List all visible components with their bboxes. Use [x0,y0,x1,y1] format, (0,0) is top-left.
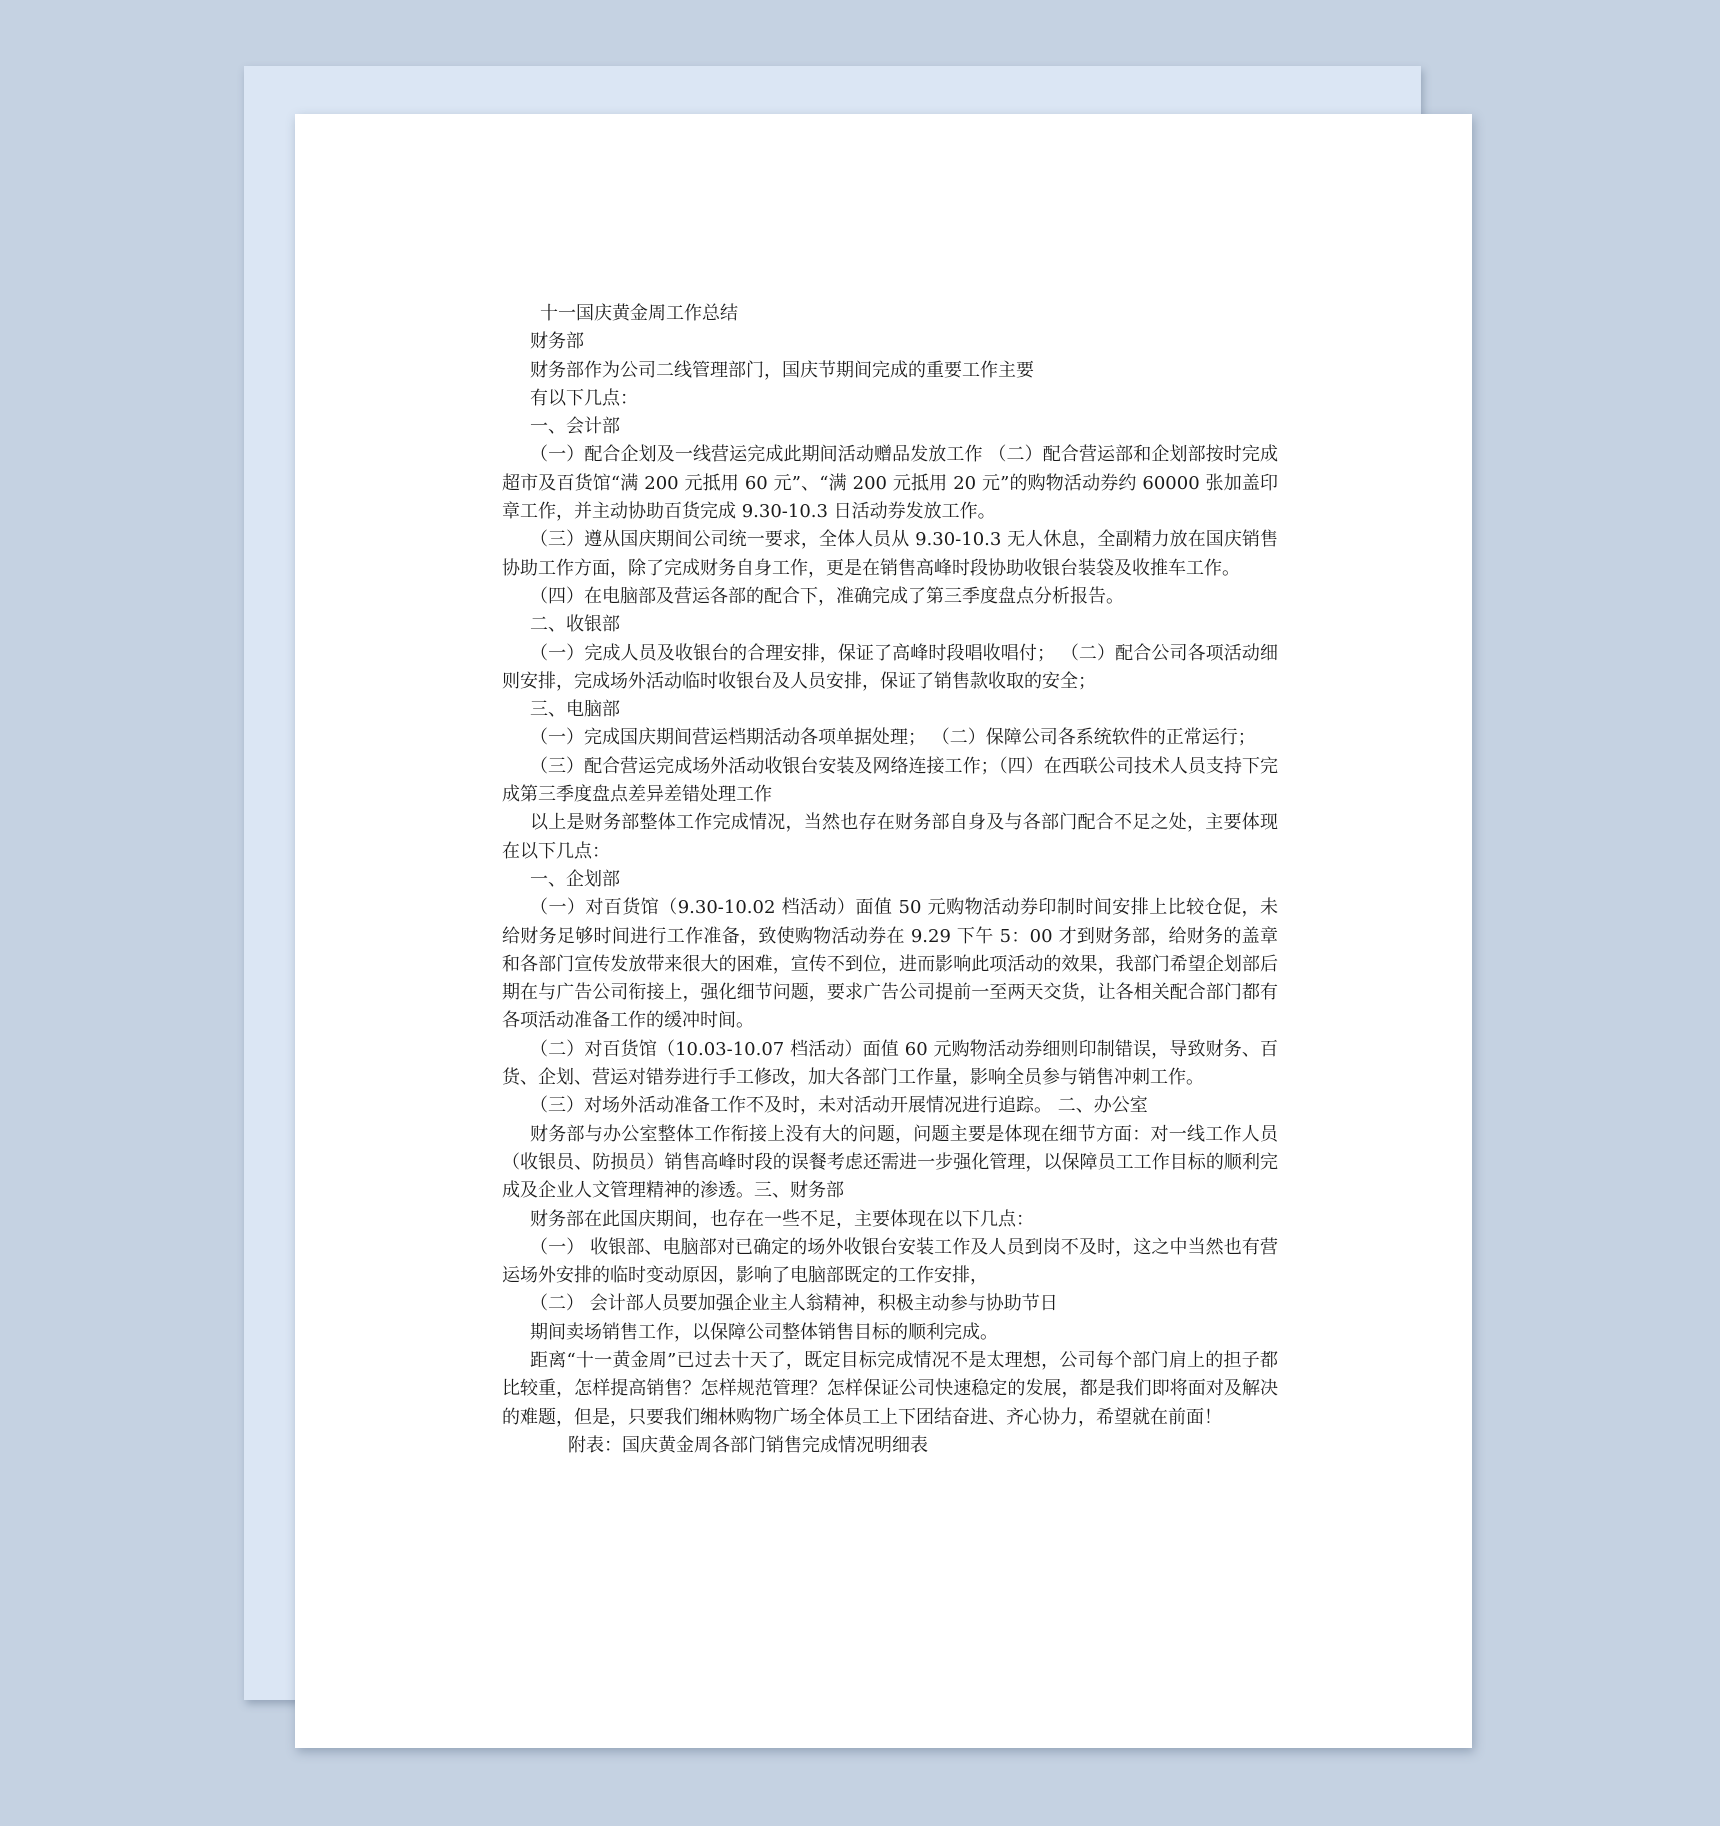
paragraph: 以上是财务部整体工作完成情况，当然也存在财务部自身及与各部门配合不足之处，主要体现在以下几点： [502,812,1278,862]
paragraph: （一） 收银部、电脑部对已确定的场外收银台安装工作及人员到岗不及时，这之中当然也有营运场外安排的临时变动原因，影响了电脑部既定的工作安排， [502,1236,1278,1287]
paragraph: 财务部作为公司二线管理部门，国庆节期间完成的重要工作主要 [530,359,1034,381]
paragraph: （一）完成人员及收银台的合理安排，保证了高峰时段唱收唱付； （二）配合公司各项活动细则安排，完成场外活动临时收银台及人员安排，保证了销售款收取的安全； [502,642,1278,692]
paragraph: （三）对场外活动准备工作不及时，未对活动开展情况进行追踪。 二、办公室 [530,1095,1148,1117]
section-heading: 二、收银部 [530,614,620,636]
paragraph: 财务部与办公室整体工作衔接上没有大的问题，问题主要是体现在细节方面：对一线工作人员（收银员、防损员）销售高峰时段的误餐考虑还需进一步强化管理，以保障员工工作目标的顺利完成及企业人文管理精神的渗透。三、财务部 [502,1123,1278,1202]
document-body [502,300,1278,1460]
paragraph: （四）在电脑部及营运各部的配合下，准确完成了第三季度盘点分析报告。 [530,585,1124,607]
section-heading: 三、电脑部 [530,699,620,721]
paragraph: 距离“十一黄金周”已过去十天了，既定目标完成情况不是太理想，公司每个部门肩上的担子都比较重，怎样提高销售？怎样规范管理？怎样保证公司快速稳定的发展，都是我们即将面对及解决的难题，但是，只要我们缃林购物广场全体员工上下团结奋进、齐心协力，希望就在前面！ [502,1349,1278,1428]
paragraph: （一）配合企划及一线营运完成此期间活动赠品发放工作 （二）配合营运部和企划部按时完成超市及百货馆“满 200 元抵用 60 元”、“满 200 元抵用 20 元”的购物活动券约 60000 张加盖印章工作，并主动协助百货完成 9.30-10.3 日活动券发放工作。 [502,444,1278,523]
paragraph: 期间卖场销售工作，以保障公司整体销售目标的顺利完成。 [530,1321,998,1343]
document-page [295,114,1472,1748]
paragraph: （三）遵从国庆期间公司统一要求，全体人员从 9.30-10.3 无人休息，全副精力放在国庆销售协助工作方面，除了完成财务自身工作，更是在销售高峰时段协助收银台装袋及收推车工作。 [502,529,1278,579]
paragraph: （三）配合营运完成场外活动收银台安装及网络连接工作；（四）在西联公司技术人员支持下完成第三季度盘点差异差错处理工作 [502,755,1278,806]
paragraph: 有以下几点： [530,387,638,409]
department-heading: 财务部 [530,331,584,353]
paragraph: 财务部在此国庆期间，也存在一些不足，主要体现在以下几点： [530,1208,1034,1230]
paragraph: （一）对百货馆（9.30-10.02 档活动）面值 50 元购物活动券印制时间安排上比较仓促，未给财务足够时间进行工作准备，致使购物活动券在 9.29 下午 5：00 才到财务部，给财务的盖章和各部门宣传发放带来很大的困难，宣传不到位，进而影响此项活动的效果，我部门希望企划部后期在与广告公司衔接上，强化细节问题，要求广告公司提前一至两天交货，让各相关配合部门都有各项活动准备工作的缓冲时间。 [502,897,1278,1032]
section-heading: 一、会计部 [530,416,620,438]
section-heading: 一、企划部 [530,868,620,890]
closing-paragraph: 附表：国庆黄金周各部门销售完成情况明细表 [568,1434,928,1456]
paragraph: （一）完成国庆期间营运档期活动各项单据处理； （二）保障公司各系统软件的正常运行； [530,727,1256,749]
paragraph: （二） 会计部人员要加强企业主人翁精神，积极主动参与协助节日 [530,1293,1058,1315]
paragraph: （二）对百货馆（10.03-10.07 档活动）面值 60 元购物活动券细则印制错误，导致财务、百货、企划、营运对错券进行手工修改，加大各部门工作量，影响全员参与销售冲刺工作。 [502,1038,1278,1089]
document-title: 十一国庆黄金周工作总结 [540,303,738,324]
